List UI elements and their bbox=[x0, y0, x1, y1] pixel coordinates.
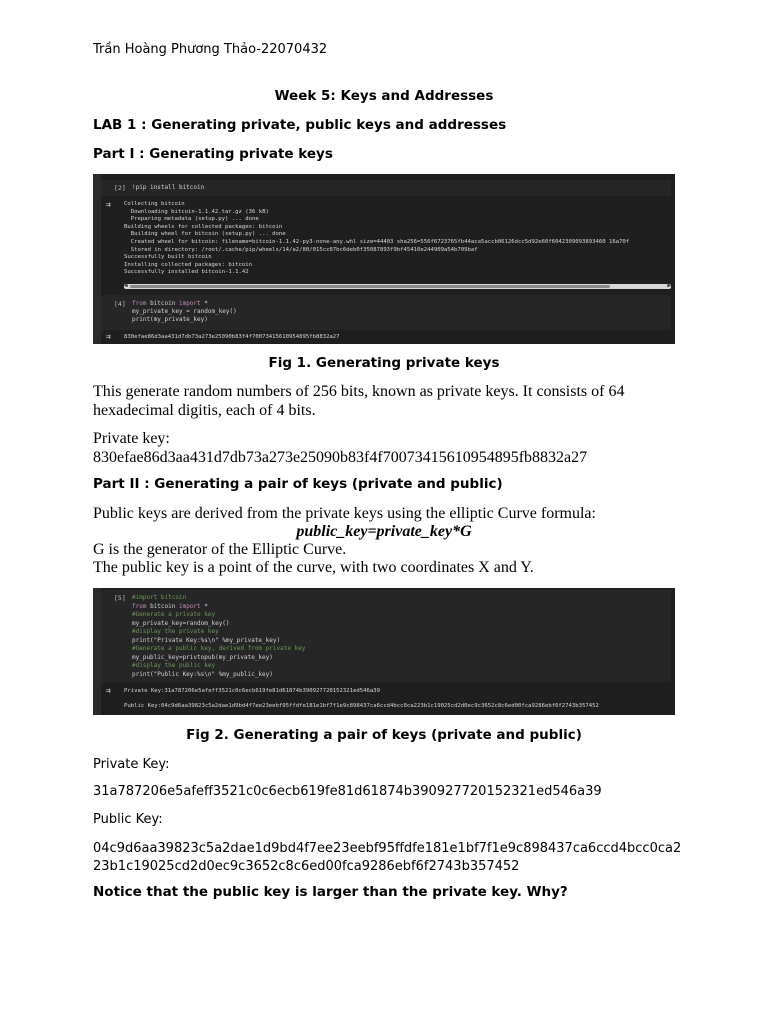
code-line: #import bitcoin bbox=[132, 594, 187, 601]
horizontal-scrollbar[interactable] bbox=[124, 284, 671, 289]
code-line: !pip install bitcoin bbox=[132, 184, 205, 191]
scroll-left-icon[interactable]: ◀ bbox=[124, 282, 128, 289]
notebook-gutter bbox=[93, 174, 101, 344]
scrollbar-thumb[interactable] bbox=[130, 285, 610, 288]
part2-heading: Part II : Generating a pair of keys (private and public) bbox=[93, 476, 503, 492]
code-line: #Generate a public key, derived from private key bbox=[132, 645, 306, 652]
page-title: Week 5: Keys and Addresses bbox=[274, 88, 494, 104]
output-line: Downloading bitcoin-1.1.42.tar.gz (36 kB) bbox=[124, 208, 269, 215]
output-line: Public Key:04c9d6aa39823c5a2dae1d9bd4f7ee23eebf95ffdfe181e1bf7f1e9c898437ca6ccd4bcc0ca223b1c19025cd2d0ec9c3652c8c6ed00fca9286ebf6f2743b357452 bbox=[124, 703, 599, 709]
code-line: my_public_key=privtopub(my_private_key) bbox=[132, 653, 273, 661]
lab-heading: LAB 1 : Generating private, public keys and addresses bbox=[93, 117, 507, 133]
output-icon: ⇉ bbox=[106, 332, 111, 341]
private-key-label: Private key: bbox=[93, 430, 170, 447]
cell-number: [2] bbox=[114, 184, 126, 192]
output-line: Created wheel for bitcoin: filename=bitcoin-1.1.42-py3-none-any.whl size=44403 sha256=556f6723765fb44aca5accb06126dcc5d92e60f6042309093893460 16a70f bbox=[124, 239, 630, 245]
code-line: from bitcoin import * bbox=[132, 300, 208, 307]
output-line: 830efae86d3aa431d7db73a273e25090b83f4f70073415610954895fb8832a27 bbox=[124, 334, 340, 340]
code-cell-3 bbox=[101, 590, 671, 682]
output-line: Collecting bitcoin bbox=[124, 201, 185, 207]
paragraph-generator: G is the generator of the Elliptic Curve. bbox=[93, 541, 347, 558]
output-line: Private Key:31a787206e5afeff3521c0c6ecb619fe81d61874b390927720152321ed546a39 bbox=[124, 688, 380, 694]
output-line: Installing collected packages: bitcoin bbox=[124, 261, 252, 268]
code-line: print(my_private_key) bbox=[132, 316, 208, 323]
output-line: Stored in directory: /root/.cache/pip/wheels/14/a2/80/015cc07bc6deb0f35087893f9bf45410e244909a54b709baf bbox=[124, 246, 478, 253]
notice-question: Notice that the public key is larger than the private key. Why? bbox=[93, 884, 568, 900]
part1-heading: Part I : Generating private keys bbox=[93, 146, 333, 162]
code-line: my_private_key = random_key() bbox=[132, 308, 237, 315]
private-key2-label: Private Key: bbox=[93, 757, 170, 772]
paragraph-point: The public key is a point of the curve, with two coordinates X and Y. bbox=[93, 559, 534, 576]
code-line: print("Private Key:%s\n" %my_private_key) bbox=[132, 636, 281, 644]
output-line: Preparing metadata (setup.py) ... done bbox=[124, 216, 259, 223]
code-line: from bitcoin import * bbox=[132, 602, 208, 610]
output-line: Successfully installed bitcoin-1.1.42 bbox=[124, 269, 249, 276]
code-line: #display the public key bbox=[132, 662, 216, 669]
code-screenshot-2 bbox=[93, 588, 675, 715]
output-line: Building wheel for bitcoin (setup.py) ... done bbox=[124, 231, 286, 238]
output-icon: ⇉ bbox=[106, 200, 111, 209]
figure-caption-2: Fig 2. Generating a pair of keys (private and public) bbox=[186, 727, 582, 743]
formula: public_key=private_key*G bbox=[296, 523, 472, 540]
code-line: #Generate a private key bbox=[132, 611, 216, 618]
code-line: my_private_key=random_key() bbox=[132, 619, 230, 627]
private-key2-value: 31a787206e5afeff3521c0c6ecb619fe81d61874b390927720152321ed546a39 bbox=[93, 784, 602, 799]
cell-number: [4] bbox=[114, 300, 126, 308]
code-cell-2 bbox=[101, 295, 671, 330]
code-screenshot-1 bbox=[93, 174, 675, 344]
notebook-gutter bbox=[93, 588, 101, 715]
code-line: #display the private key bbox=[132, 628, 219, 635]
code-line: print("Public Key:%s\n" %my_public_key) bbox=[132, 670, 273, 678]
private-key-block bbox=[93, 430, 693, 467]
output-line: Building wheels for collected packages: bitcoin bbox=[124, 223, 283, 230]
author-line: Trần Hoàng Phương Thảo-22070432 bbox=[93, 42, 328, 57]
output-line: Successfully built bitcoin bbox=[124, 254, 212, 261]
private-key-value: 830efae86d3aa431d7db73a273e25090b83f4f70073415610954895fb8832a27 bbox=[93, 448, 588, 466]
figure-caption-1: Fig 1. Generating private keys bbox=[268, 355, 500, 371]
public-key-label: Public Key: bbox=[93, 812, 163, 827]
paragraph-public-key-desc: Public keys are derived from the private keys using the elliptic Curve formula: bbox=[93, 505, 596, 522]
code-cell-1 bbox=[101, 180, 671, 196]
cell-number: [5] bbox=[114, 594, 126, 602]
scroll-right-icon[interactable]: ▶ bbox=[667, 282, 671, 289]
public-key-value: 04c9d6aa39823c5a2dae1d9bd4f7ee23eebf95ffdfe181e1bf7f1e9c898437ca6ccd4bcc0ca223b1c19025cd2d0ec9c3652c8c6ed00fca9286ebf6f2743b357452 bbox=[93, 841, 682, 874]
output-icon: ⇉ bbox=[106, 686, 111, 695]
paragraph-private-key-desc: This generate random numbers of 256 bits, known as private keys. It consists of 64 hexadecimal digitis, each of 4 bits. bbox=[93, 383, 625, 419]
